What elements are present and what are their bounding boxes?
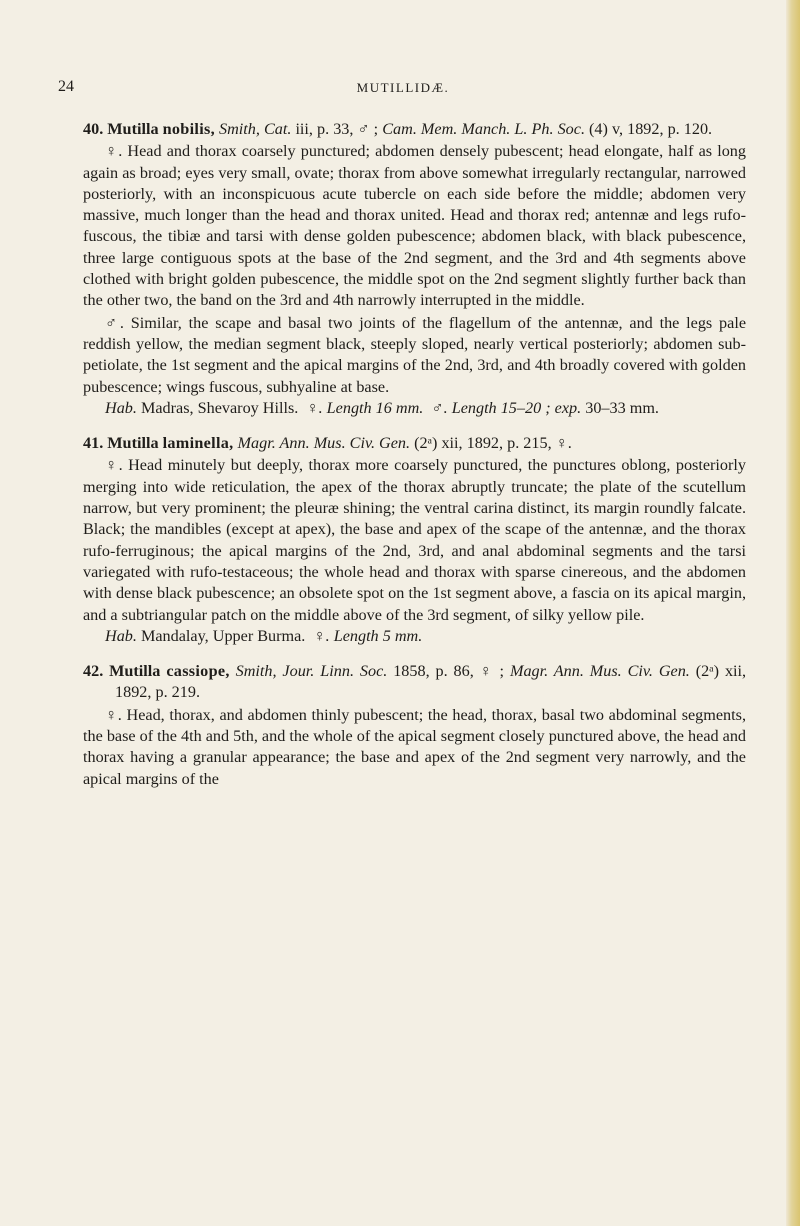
- species-entry: [83, 661, 746, 790]
- citation-journal: Cam. Mem. Manch. L. Ph. Soc.: [382, 120, 585, 138]
- author-citation: Smith, Cat.: [218, 120, 292, 138]
- species-name: nobilis,: [162, 120, 215, 138]
- habitat-line: [83, 398, 746, 419]
- expanse-text: 30–33 mm.: [585, 398, 659, 417]
- habitat-text: Madras, Shevaroy Hills.: [140, 398, 299, 417]
- female-description: ♀. Head minutely but deeply, thorax more coarsely punctured, the punctures oblong, posteriorly merging into wide reticulation, the apex of the thorax abruptly truncate; the plate of the scutellum narrow, but very prominent; the pleuræ shining; the ventral carina distinct, its margin roundly falcate. Black; the mandibles (except at apex), the base and apex of the scape of the antennæ, and the thorax rufo-ferruginous; the apical margins of the 2nd, 3rd, and anal abdominal segments and the tarsi variegated with rufo-testaceous; the whole head and thorax with sparse cinereous, and the abdomen with dense black pubescence; an obsolete spot on the 1st segment above, a fascia on its apical margin, and a subtriangular patch on the middle above of the 3rd segment, of silky yellow pile.: [83, 456, 746, 624]
- citation-ref: 1858, p. 86, ♀ ;: [393, 662, 505, 681]
- species-entry: [83, 119, 746, 419]
- author-citation: Magr. Ann. Mus. Civ. Gen.: [237, 434, 411, 453]
- species-name: cassiope,: [166, 662, 230, 681]
- page-body: [83, 119, 746, 790]
- entry-heading: [83, 661, 746, 704]
- page-number: 24: [58, 78, 74, 95]
- expanse-label: exp.: [554, 398, 582, 417]
- citation-ref: iii, p. 33, ♂ ;: [295, 120, 379, 138]
- citation-ref: (2ᵃ) xii, 1892, p. 215, ♀.: [414, 434, 572, 453]
- genus-name: Mutilla: [109, 662, 161, 681]
- habitat-line: [83, 626, 746, 647]
- page-header: [58, 78, 748, 100]
- species-name: laminella,: [162, 434, 234, 453]
- citation-journal: Magr. Ann. Mus. Civ. Gen.: [509, 662, 690, 681]
- entry-heading: [83, 433, 746, 454]
- citation-ref: (2ᵃ) xii, 1892, p. 219.: [115, 662, 747, 702]
- entry-number: 41.: [83, 434, 104, 453]
- entry-number: 40.: [83, 120, 104, 138]
- species-entry: [83, 433, 746, 647]
- genus-name: Mutilla: [107, 434, 159, 453]
- female-length: ♀. Length 5 mm.: [313, 626, 423, 645]
- citation-ref: (4) v, 1892, p. 120.: [589, 120, 713, 138]
- genus-name: Mutilla: [107, 120, 159, 138]
- male-description: ♂. Similar, the scape and basal two joints of the flagellum of the antennæ, and the legs pale reddish yellow, the median segment black, steeply sloped, nearly vertical posteriorly; abdomen sub-petiolate, the 1st segment and the apical margins of the 2nd, 3rd, and 4th broadly covered with golden pubescence; wings fuscous, subhyaline at base.: [83, 313, 746, 396]
- author-citation: Smith, Jour. Linn. Soc.: [235, 662, 388, 681]
- habitat-text: Mandalay, Upper Burma.: [140, 626, 306, 645]
- female-description: ♀. Head and thorax coarsely punctured; abdomen densely pubescent; head elongate, half as long again as broad; eyes very small, ovate; thorax from above somewhat irregularly rectangular, narrowed posteriorly, with an inconspicuous acute tubercle on each side before the middle; abdomen very massive, much longer than the head and thorax united. Head and thorax red; antennæ and legs rufo-fuscous, the tibiæ and tarsi with dense golden pubescence; abdomen black, with black pubescence, three large contiguous spots at the base of the 2nd segment, and the 3rd and 4th segments above clothed with bright golden pubescence, the middle spot on the 2nd segment slightly further back than the other two, the band on the 3rd and 4th narrowly interrupted in the middle.: [83, 142, 746, 310]
- female-length: ♀. Length 16 mm.: [306, 398, 424, 417]
- page-edge: [786, 0, 800, 1226]
- entry-heading: [83, 119, 746, 140]
- female-description: ♀. Head, thorax, and abdomen thinly pubescent; the head, thorax, basal two abdominal segments, the base of the 4th and 5th, and the whole of the apical segment closely punctured above, the head and thorax having a granular appearance; the base and apex of the 2nd segment very narrowly, and the apical margins of the: [83, 705, 747, 788]
- running-title: MUTILLIDÆ.: [356, 80, 450, 95]
- habitat-label: Hab.: [105, 626, 137, 645]
- habitat-label: Hab.: [105, 398, 137, 417]
- entry-number: 42.: [83, 662, 104, 681]
- male-length: ♂. Length 15–20 ;: [431, 398, 551, 417]
